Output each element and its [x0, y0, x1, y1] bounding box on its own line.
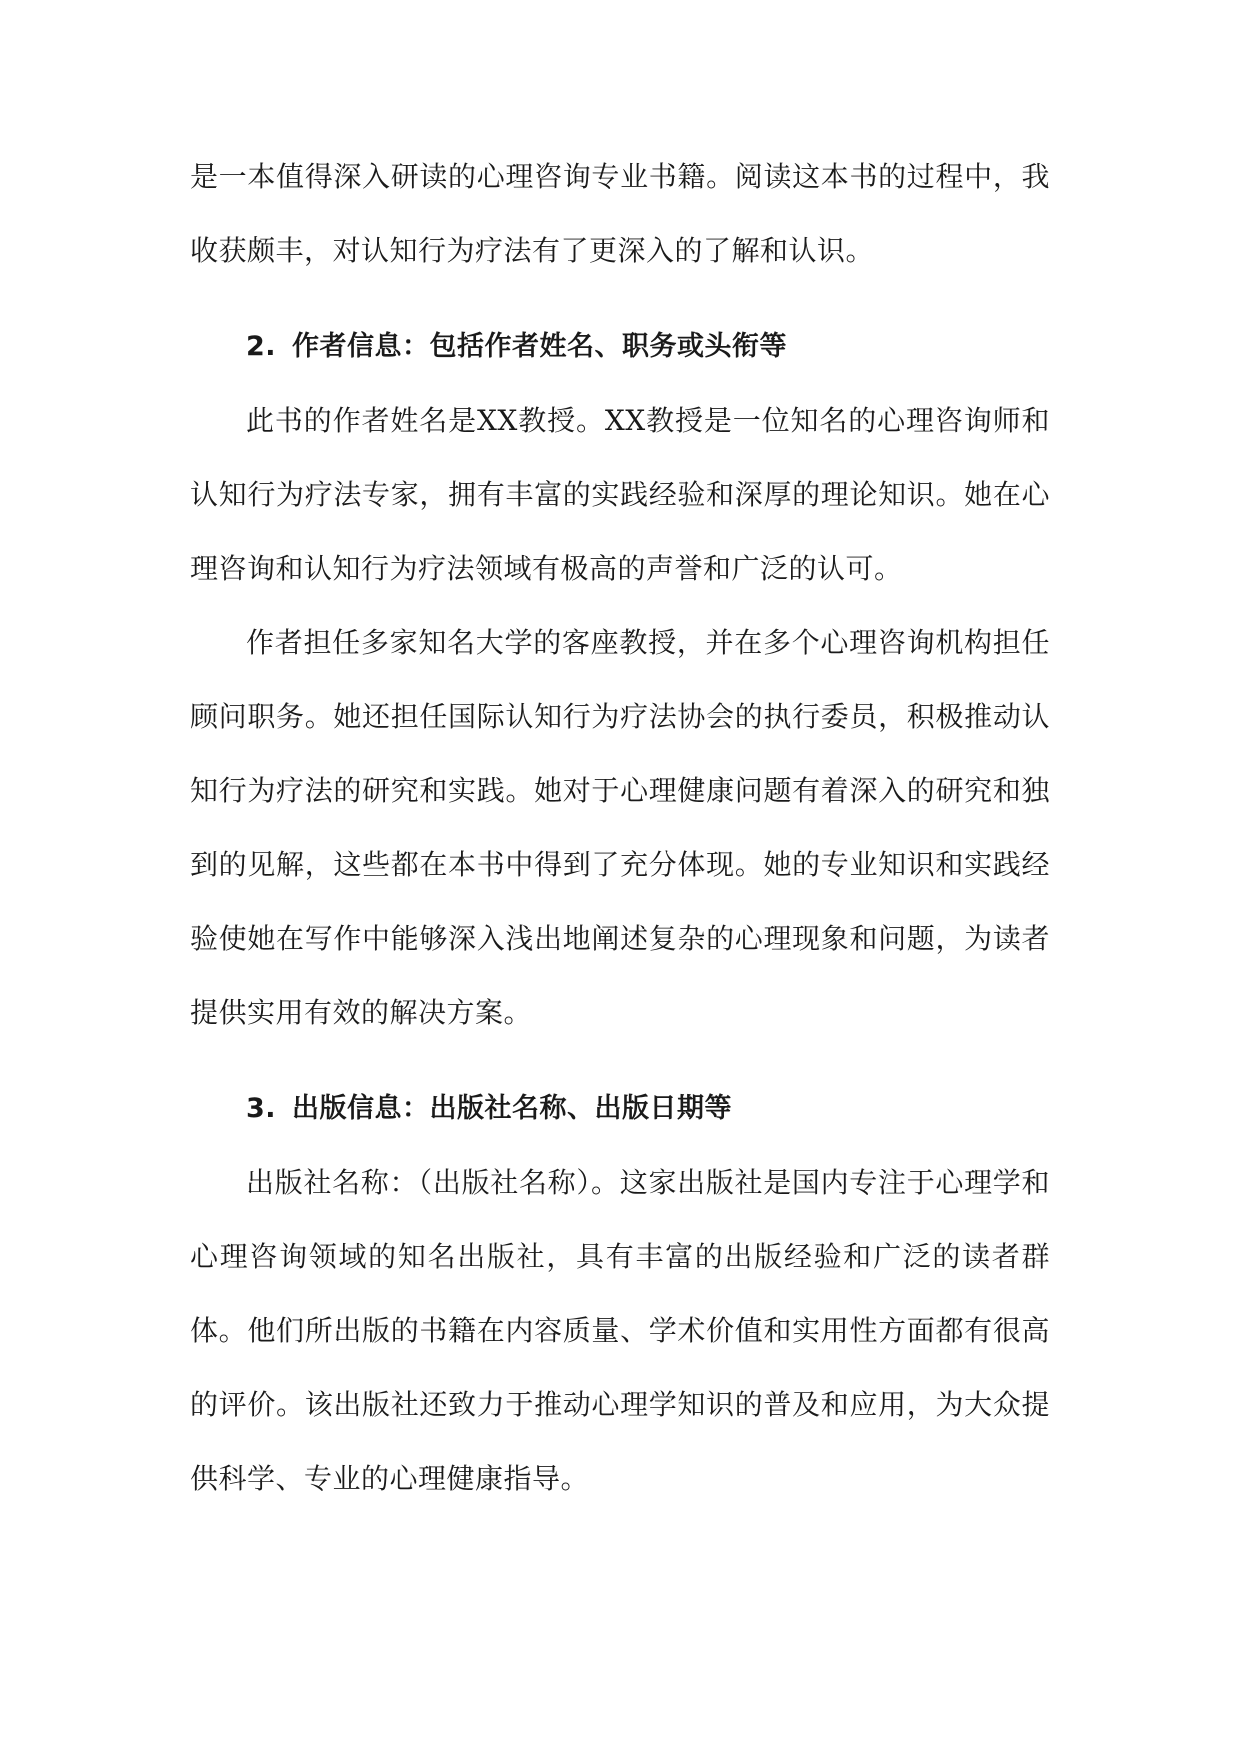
section-2-paragraph-2: 作者担任多家知名大学的客座教授，并在多个心理咨询机构担任顾问职务。她还担任国际认知行为疗法协会的执行委员，积极推动认知行为疗法的研究和实践。她对于心理健康问题有着深入的研究和独到的见解，这些都在本书中得到了充分体现。她的专业知识和实践经验使她在写作中能够深入浅出地阐述复杂的心理现象和问题，为读者提供实用有效的解决方案。 — [190, 626, 1050, 1029]
document-body — [190, 140, 1050, 1516]
section-2-heading — [190, 310, 1050, 384]
section-3-heading — [190, 1072, 1050, 1146]
section-3-title: 出版信息：出版社名称、出版日期等 — [292, 1093, 732, 1124]
section-2-paragraph-1: 此书的作者姓名是XX教授。XX教授是一位知名的心理咨询师和认知行为疗法专家，拥有丰富的实践经验和深厚的理论知识。她在心理咨询和认知行为疗法领域有极高的声誉和广泛的认可。 — [190, 404, 1050, 585]
section-3-number: 3. — [246, 1093, 277, 1124]
intro-paragraph: 是一本值得深入研读的心理咨询专业书籍。阅读这本书的过程中，我收获颇丰，对认知行为疗法有了更深入的了解和认识。 — [190, 160, 1050, 267]
section-2-title: 作者信息：包括作者姓名、职务或头衔等 — [292, 331, 787, 362]
section-3-paragraph-1: 出版社名称：（出版社名称）。这家出版社是国内专注于心理学和心理咨询领域的知名出版社，具有丰富的出版经验和广泛的读者群体。他们所出版的书籍在内容质量、学术价值和实用性方面都有很高的评价。该出版社还致力于推动心理学知识的普及和应用，为大众提供科学、专业的心理健康指导。 — [190, 1166, 1050, 1495]
section-2-number: 2. — [246, 331, 277, 362]
